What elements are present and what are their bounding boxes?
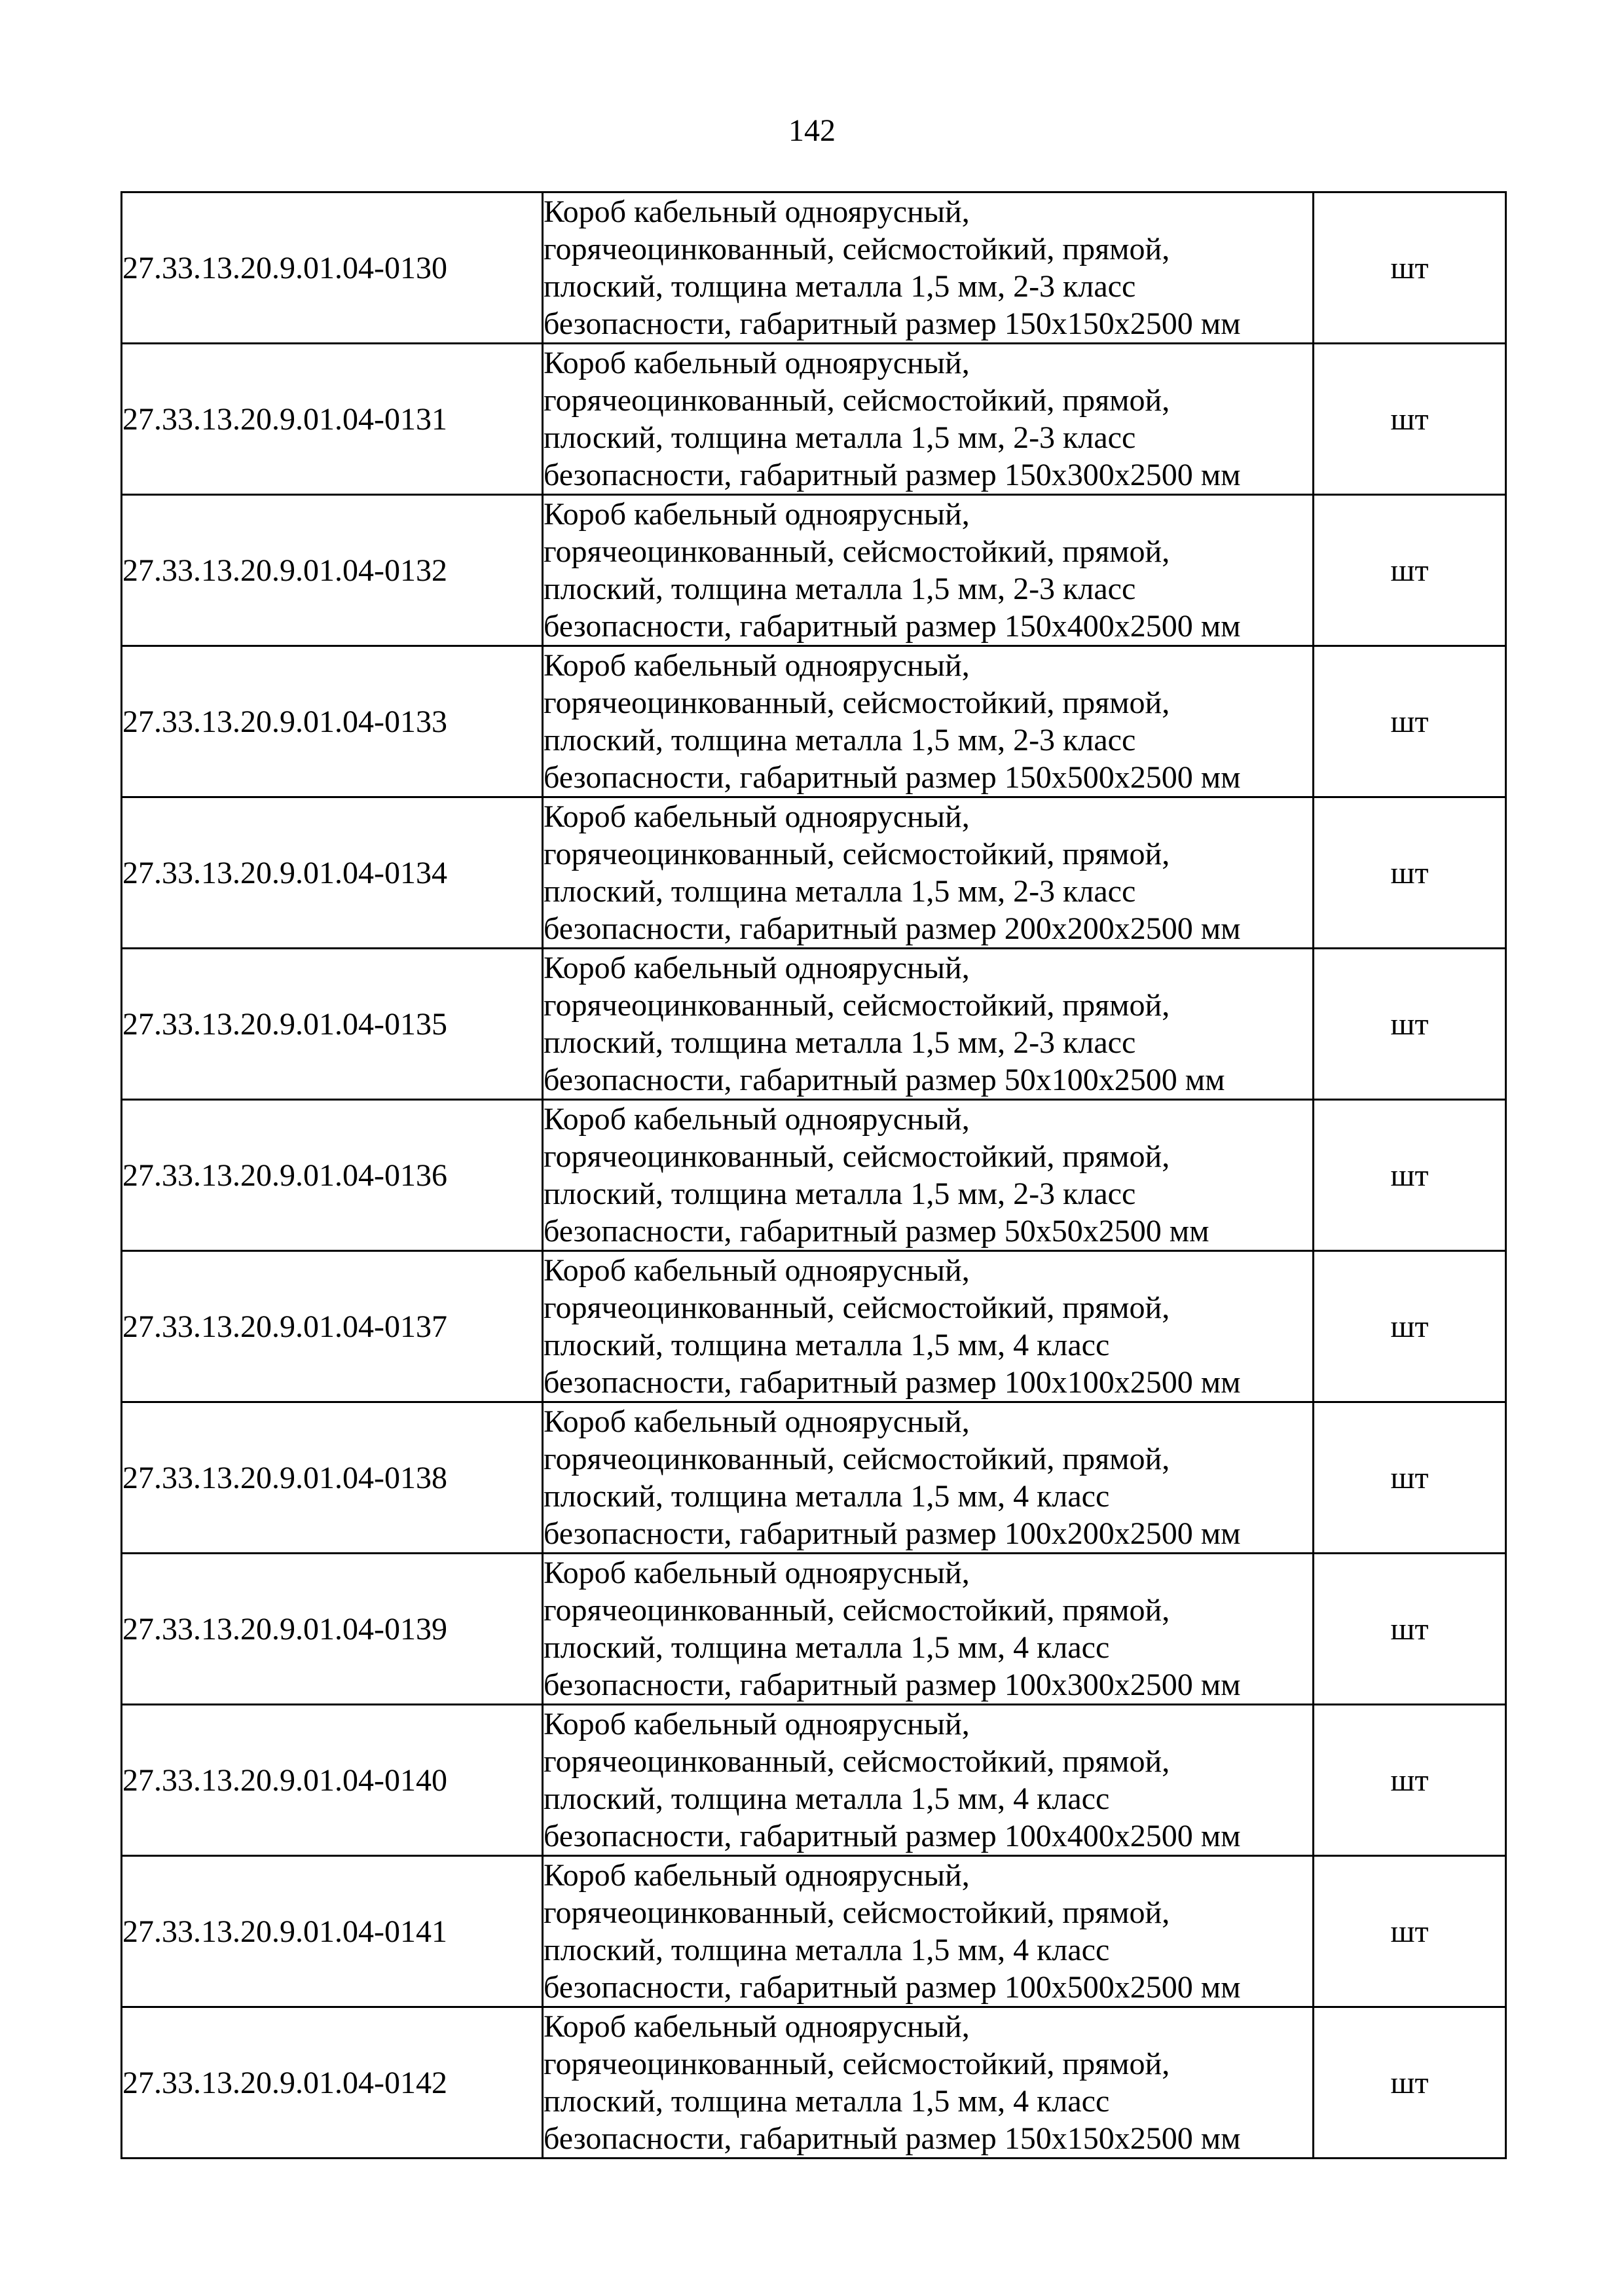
table-row bbox=[122, 949, 1506, 1100]
table-row bbox=[122, 1251, 1506, 1402]
description-line: горячеоцинкованный, сейсмостойкий, прямой, bbox=[544, 1593, 1170, 1628]
item-description bbox=[543, 495, 1314, 646]
description-line: Короб кабельный одноярусный, bbox=[544, 799, 970, 834]
item-description bbox=[543, 949, 1314, 1100]
item-code: 27.33.13.20.9.01.04-0138 bbox=[122, 1402, 543, 1554]
description-line: плоский, толщина металла 1,5 мм, 2-3 класс bbox=[544, 874, 1136, 909]
description-line: плоский, толщина металла 1,5 мм, 2-3 класс bbox=[544, 420, 1136, 455]
description-line: горячеоцинкованный, сейсмостойкий, прямой, bbox=[544, 383, 1170, 418]
table-row bbox=[122, 1402, 1506, 1554]
item-code: 27.33.13.20.9.01.04-0130 bbox=[122, 192, 543, 344]
description-line: плоский, толщина металла 1,5 мм, 4 класс bbox=[544, 1933, 1110, 1967]
item-unit: шт bbox=[1314, 2007, 1506, 2159]
description-line: горячеоцинкованный, сейсмостойкий, прямой, bbox=[544, 1290, 1170, 1325]
description-line: Короб кабельный одноярусный, bbox=[544, 1102, 970, 1137]
description-line: плоский, толщина металла 1,5 мм, 2-3 класс bbox=[544, 572, 1136, 606]
description-line: Короб кабельный одноярусный, bbox=[544, 346, 970, 380]
item-unit: шт bbox=[1314, 192, 1506, 344]
description-line: горячеоцинкованный, сейсмостойкий, прямой, bbox=[544, 1442, 1170, 1476]
item-description bbox=[543, 1705, 1314, 1856]
item-code: 27.33.13.20.9.01.04-0136 bbox=[122, 1100, 543, 1251]
description-line: горячеоцинкованный, сейсмостойкий, прямой, bbox=[544, 2047, 1170, 2081]
description-line: Короб кабельный одноярусный, bbox=[544, 1556, 970, 1590]
item-description bbox=[543, 1100, 1314, 1251]
description-line: Короб кабельный одноярусный, bbox=[544, 1707, 970, 1741]
table-row bbox=[122, 495, 1506, 646]
description-line: безопасности, габаритный размер 100x100x2500 мм bbox=[544, 1365, 1241, 1400]
description-line: горячеоцинкованный, сейсмостойкий, прямой, bbox=[544, 1895, 1170, 1930]
description-line: безопасности, габаритный размер 200x200x2500 мм bbox=[544, 911, 1241, 946]
description-line: Короб кабельный одноярусный, bbox=[544, 951, 970, 985]
item-unit: шт bbox=[1314, 1100, 1506, 1251]
table-row bbox=[122, 1856, 1506, 2007]
description-line: плоский, толщина металла 1,5 мм, 4 класс bbox=[544, 1630, 1110, 1665]
description-line: безопасности, габаритный размер 50x50x2500 мм bbox=[544, 1214, 1209, 1248]
description-line: горячеоцинкованный, сейсмостойкий, прямой, bbox=[544, 534, 1170, 569]
description-line: безопасности, габаритный размер 100x400x2500 мм bbox=[544, 1819, 1241, 1853]
item-description bbox=[543, 797, 1314, 949]
item-description bbox=[543, 192, 1314, 344]
description-line: горячеоцинкованный, сейсмостойкий, прямой, bbox=[544, 685, 1170, 720]
table-row bbox=[122, 1554, 1506, 1705]
item-code: 27.33.13.20.9.01.04-0142 bbox=[122, 2007, 543, 2159]
description-line: Короб кабельный одноярусный, bbox=[544, 194, 970, 229]
description-line: плоский, толщина металла 1,5 мм, 4 класс bbox=[544, 2084, 1110, 2119]
item-code: 27.33.13.20.9.01.04-0139 bbox=[122, 1554, 543, 1705]
table-row bbox=[122, 797, 1506, 949]
description-line: Короб кабельный одноярусный, bbox=[544, 1404, 970, 1439]
description-line: плоский, толщина металла 1,5 мм, 2-3 класс bbox=[544, 723, 1136, 757]
description-line: горячеоцинкованный, сейсмостойкий, прямой, bbox=[544, 1744, 1170, 1779]
item-code: 27.33.13.20.9.01.04-0137 bbox=[122, 1251, 543, 1402]
item-description bbox=[543, 1856, 1314, 2007]
description-line: Короб кабельный одноярусный, bbox=[544, 497, 970, 532]
description-line: плоский, толщина металла 1,5 мм, 2-3 класс bbox=[544, 1176, 1136, 1211]
description-line: плоский, толщина металла 1,5 мм, 4 класс bbox=[544, 1479, 1110, 1514]
description-line: безопасности, габаритный размер 150x500x2500 мм bbox=[544, 760, 1241, 795]
item-code: 27.33.13.20.9.01.04-0132 bbox=[122, 495, 543, 646]
description-line: Короб кабельный одноярусный, bbox=[544, 1253, 970, 1288]
catalog-table bbox=[120, 191, 1507, 2159]
page-number: 142 bbox=[788, 113, 836, 148]
item-unit: шт bbox=[1314, 1402, 1506, 1554]
description-line: Короб кабельный одноярусный, bbox=[544, 1858, 970, 1893]
table-row bbox=[122, 1100, 1506, 1251]
item-code: 27.33.13.20.9.01.04-0140 bbox=[122, 1705, 543, 1856]
description-line: безопасности, габаритный размер 150x300x2500 мм bbox=[544, 458, 1241, 492]
item-description bbox=[543, 646, 1314, 797]
item-code: 27.33.13.20.9.01.04-0141 bbox=[122, 1856, 543, 2007]
item-unit: шт bbox=[1314, 344, 1506, 495]
item-unit: шт bbox=[1314, 1856, 1506, 2007]
item-description bbox=[543, 1251, 1314, 1402]
item-unit: шт bbox=[1314, 495, 1506, 646]
description-line: безопасности, габаритный размер 100x300x2500 мм bbox=[544, 1667, 1241, 1702]
item-code: 27.33.13.20.9.01.04-0135 bbox=[122, 949, 543, 1100]
description-line: безопасности, габаритный размер 100x500x2500 мм bbox=[544, 1970, 1241, 2005]
table-row bbox=[122, 1705, 1506, 1856]
description-line: Короб кабельный одноярусный, bbox=[544, 2009, 970, 2044]
description-line: безопасности, габаритный размер 100x200x2500 мм bbox=[544, 1516, 1241, 1551]
item-code: 27.33.13.20.9.01.04-0131 bbox=[122, 344, 543, 495]
description-line: горячеоцинкованный, сейсмостойкий, прямой, bbox=[544, 837, 1170, 871]
description-line: плоский, толщина металла 1,5 мм, 4 класс bbox=[544, 1328, 1110, 1362]
item-unit: шт bbox=[1314, 797, 1506, 949]
item-code: 27.33.13.20.9.01.04-0133 bbox=[122, 646, 543, 797]
table-row bbox=[122, 192, 1506, 344]
table-row bbox=[122, 344, 1506, 495]
description-line: горячеоцинкованный, сейсмостойкий, прямой, bbox=[544, 988, 1170, 1023]
item-code: 27.33.13.20.9.01.04-0134 bbox=[122, 797, 543, 949]
item-unit: шт bbox=[1314, 1554, 1506, 1705]
item-description bbox=[543, 2007, 1314, 2159]
description-line: горячеоцинкованный, сейсмостойкий, прямой, bbox=[544, 232, 1170, 266]
description-line: безопасности, габаритный размер 150x400x2500 мм bbox=[544, 609, 1241, 644]
description-line: плоский, толщина металла 1,5 мм, 2-3 класс bbox=[544, 1025, 1136, 1060]
item-unit: шт bbox=[1314, 949, 1506, 1100]
item-unit: шт bbox=[1314, 1251, 1506, 1402]
description-line: горячеоцинкованный, сейсмостойкий, прямой, bbox=[544, 1139, 1170, 1174]
item-description bbox=[543, 1402, 1314, 1554]
description-line: безопасности, габаритный размер 150x150x2500 мм bbox=[544, 306, 1241, 341]
description-line: плоский, толщина металла 1,5 мм, 2-3 класс bbox=[544, 269, 1136, 304]
description-line: Короб кабельный одноярусный, bbox=[544, 648, 970, 683]
table-row bbox=[122, 2007, 1506, 2159]
item-description bbox=[543, 1554, 1314, 1705]
description-line: безопасности, габаритный размер 150x150x2500 мм bbox=[544, 2121, 1241, 2156]
table-row bbox=[122, 646, 1506, 797]
catalog-table-body bbox=[122, 192, 1506, 2159]
item-description bbox=[543, 344, 1314, 495]
item-unit: шт bbox=[1314, 1705, 1506, 1856]
description-line: безопасности, габаритный размер 50x100x2500 мм bbox=[544, 1063, 1225, 1097]
item-unit: шт bbox=[1314, 646, 1506, 797]
description-line: плоский, толщина металла 1,5 мм, 4 класс bbox=[544, 1781, 1110, 1816]
